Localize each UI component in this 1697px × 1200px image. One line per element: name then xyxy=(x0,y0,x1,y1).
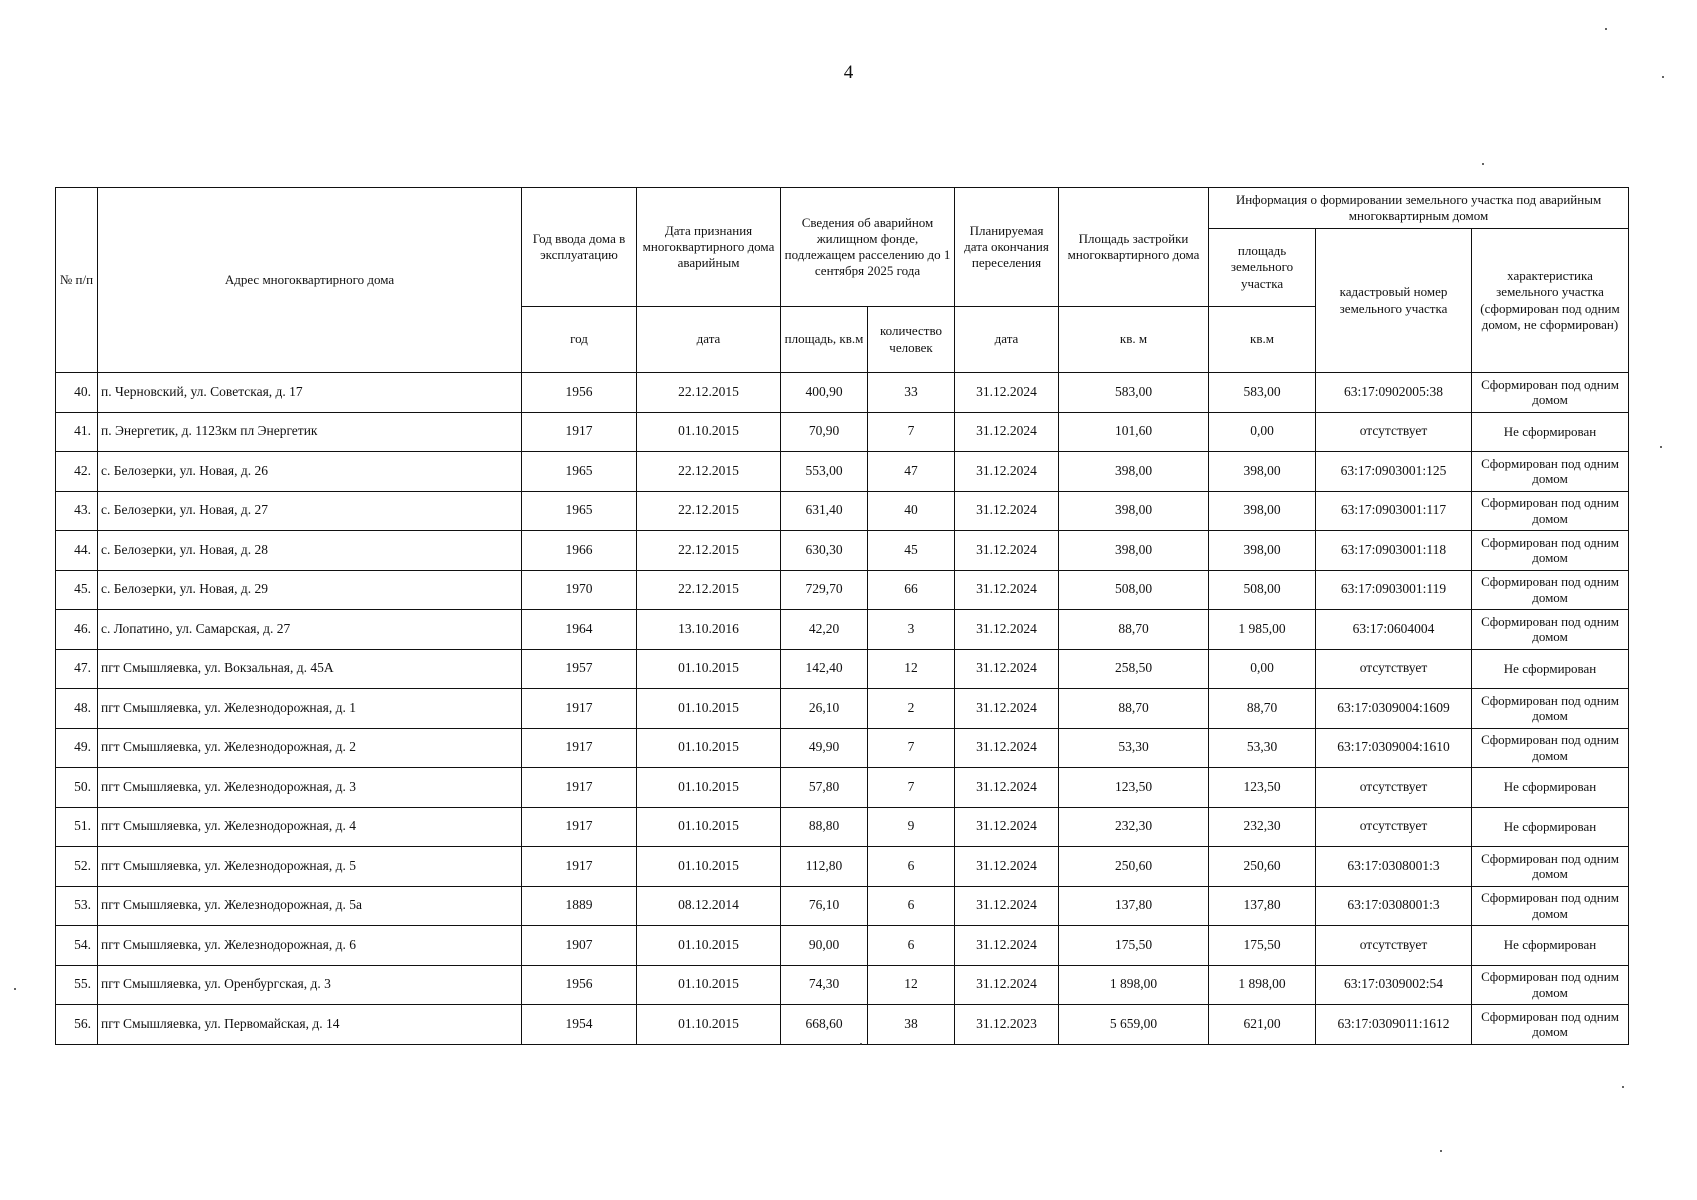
row-address: пгт Смышляевка, ул. Железнодорожная, д. 4 xyxy=(98,807,522,847)
row-resettlement-date: 31.12.2024 xyxy=(955,649,1059,689)
table-row xyxy=(56,807,1629,847)
row-resettlement-date: 31.12.2024 xyxy=(955,452,1059,492)
header-emergency-info: Сведения об аварийном жилищном фонде, подлежащем расселению до 1 сентября 2025 года xyxy=(781,188,955,307)
row-land-characteristic: Сформирован под одним домом xyxy=(1472,965,1629,1005)
row-area: 142,40 xyxy=(781,649,868,689)
header-building-area: Площадь застройки многоквартирного дома xyxy=(1059,188,1209,307)
row-land-characteristic: Не сформирован xyxy=(1472,412,1629,452)
row-number: 54. xyxy=(56,926,98,966)
row-people: 12 xyxy=(868,965,955,1005)
unit-building-area: кв. м xyxy=(1059,307,1209,373)
table-row xyxy=(56,1005,1629,1045)
row-area: 57,80 xyxy=(781,768,868,808)
row-land-area: 123,50 xyxy=(1209,768,1316,808)
table-row xyxy=(56,926,1629,966)
row-area: 90,00 xyxy=(781,926,868,966)
row-year: 1889 xyxy=(522,886,637,926)
row-building-area: 88,70 xyxy=(1059,610,1209,650)
row-people: 47 xyxy=(868,452,955,492)
row-number: 40. xyxy=(56,373,98,413)
row-year: 1917 xyxy=(522,689,637,729)
row-address: с. Белозерки, ул. Новая, д. 28 xyxy=(98,531,522,571)
row-land-characteristic: Сформирован под одним домом xyxy=(1472,1005,1629,1045)
row-cadastral-number: 63:17:0309004:1609 xyxy=(1316,689,1472,729)
table-header xyxy=(56,188,1629,373)
row-cadastral-number: отсутствует xyxy=(1316,768,1472,808)
header-resettlement-date: Планируемая дата окончания переселения xyxy=(955,188,1059,307)
row-land-characteristic: Сформирован под одним домом xyxy=(1472,531,1629,571)
row-number: 47. xyxy=(56,649,98,689)
row-people: 9 xyxy=(868,807,955,847)
row-people: 3 xyxy=(868,610,955,650)
row-address: с. Белозерки, ул. Новая, д. 27 xyxy=(98,491,522,531)
table-body xyxy=(56,373,1629,1045)
header-cadastral: кадастровый номер земельного участка xyxy=(1316,229,1472,373)
row-address: с. Белозерки, ул. Новая, д. 26 xyxy=(98,452,522,492)
row-land-area: 583,00 xyxy=(1209,373,1316,413)
row-cadastral-number: 63:17:0309002:54 xyxy=(1316,965,1472,1005)
row-resettlement-date: 31.12.2024 xyxy=(955,373,1059,413)
table-row xyxy=(56,847,1629,887)
row-number: 48. xyxy=(56,689,98,729)
row-people: 7 xyxy=(868,412,955,452)
row-area: 42,20 xyxy=(781,610,868,650)
row-recognition-date: 13.10.2016 xyxy=(637,610,781,650)
row-building-area: 250,60 xyxy=(1059,847,1209,887)
row-recognition-date: 22.12.2015 xyxy=(637,570,781,610)
header-year: Год ввода дома в эксплуатацию xyxy=(522,188,637,307)
row-number: 42. xyxy=(56,452,98,492)
row-land-area: 175,50 xyxy=(1209,926,1316,966)
table-row xyxy=(56,965,1629,1005)
row-land-area: 53,30 xyxy=(1209,728,1316,768)
row-address: пгт Смышляевка, ул. Железнодорожная, д. 3 xyxy=(98,768,522,808)
row-address: пгт Смышляевка, ул. Железнодорожная, д. 5 xyxy=(98,847,522,887)
row-resettlement-date: 31.12.2024 xyxy=(955,689,1059,729)
row-recognition-date: 01.10.2015 xyxy=(637,926,781,966)
row-people: 6 xyxy=(868,847,955,887)
table-row xyxy=(56,452,1629,492)
row-area: 74,30 xyxy=(781,965,868,1005)
page-number: 4 xyxy=(843,62,854,83)
row-building-area: 508,00 xyxy=(1059,570,1209,610)
header-land-info: Информация о формировании земельного участка под аварийным многоквартирным домом xyxy=(1209,188,1629,229)
row-address: п. Черновский, ул. Советская, д. 17 xyxy=(98,373,522,413)
row-land-characteristic: Не сформирован xyxy=(1472,649,1629,689)
header-recognition-date: Дата признания многоквартирного дома аварийным xyxy=(637,188,781,307)
row-resettlement-date: 31.12.2024 xyxy=(955,926,1059,966)
table-row xyxy=(56,491,1629,531)
row-cadastral-number: 63:17:0604004 xyxy=(1316,610,1472,650)
row-people: 12 xyxy=(868,649,955,689)
row-land-characteristic: Сформирован под одним домом xyxy=(1472,570,1629,610)
row-cadastral-number: 63:17:0309011:1612 xyxy=(1316,1005,1472,1045)
row-resettlement-date: 31.12.2024 xyxy=(955,886,1059,926)
row-land-characteristic: Сформирован под одним домом xyxy=(1472,373,1629,413)
row-cadastral-number: 63:17:0309004:1610 xyxy=(1316,728,1472,768)
row-address: пгт Смышляевка, ул. Железнодорожная, д. 1 xyxy=(98,689,522,729)
header-num: № п/п xyxy=(56,188,98,373)
row-area: 729,70 xyxy=(781,570,868,610)
row-recognition-date: 01.10.2015 xyxy=(637,1005,781,1045)
row-resettlement-date: 31.12.2023 xyxy=(955,1005,1059,1045)
row-building-area: 258,50 xyxy=(1059,649,1209,689)
row-number: 55. xyxy=(56,965,98,1005)
row-land-characteristic: Сформирован под одним домом xyxy=(1472,610,1629,650)
row-recognition-date: 01.10.2015 xyxy=(637,649,781,689)
unit-area: площадь, кв.м xyxy=(781,307,868,373)
row-resettlement-date: 31.12.2024 xyxy=(955,570,1059,610)
row-land-characteristic: Сформирован под одним домом xyxy=(1472,886,1629,926)
row-land-characteristic: Сформирован под одним домом xyxy=(1472,689,1629,729)
row-land-area: 621,00 xyxy=(1209,1005,1316,1045)
row-year: 1965 xyxy=(522,491,637,531)
row-land-characteristic: Не сформирован xyxy=(1472,768,1629,808)
row-building-area: 398,00 xyxy=(1059,491,1209,531)
row-building-area: 232,30 xyxy=(1059,807,1209,847)
row-land-characteristic: Не сформирован xyxy=(1472,926,1629,966)
row-number: 56. xyxy=(56,1005,98,1045)
row-land-area: 398,00 xyxy=(1209,531,1316,571)
row-resettlement-date: 31.12.2024 xyxy=(955,531,1059,571)
row-number: 43. xyxy=(56,491,98,531)
row-year: 1956 xyxy=(522,373,637,413)
table-row xyxy=(56,689,1629,729)
row-cadastral-number: 63:17:0903001:118 xyxy=(1316,531,1472,571)
row-people: 7 xyxy=(868,728,955,768)
row-land-characteristic: Не сформирован xyxy=(1472,807,1629,847)
row-recognition-date: 01.10.2015 xyxy=(637,728,781,768)
row-building-area: 398,00 xyxy=(1059,452,1209,492)
row-building-area: 5 659,00 xyxy=(1059,1005,1209,1045)
row-year: 1964 xyxy=(522,610,637,650)
row-number: 45. xyxy=(56,570,98,610)
row-area: 631,40 xyxy=(781,491,868,531)
row-resettlement-date: 31.12.2024 xyxy=(955,610,1059,650)
row-building-area: 137,80 xyxy=(1059,886,1209,926)
row-people: 38 xyxy=(868,1005,955,1045)
row-recognition-date: 01.10.2015 xyxy=(637,412,781,452)
row-land-area: 508,00 xyxy=(1209,570,1316,610)
row-building-area: 101,60 xyxy=(1059,412,1209,452)
row-number: 49. xyxy=(56,728,98,768)
row-number: 52. xyxy=(56,847,98,887)
row-cadastral-number: отсутствует xyxy=(1316,649,1472,689)
unit-land-area: кв.м xyxy=(1209,307,1316,373)
row-recognition-date: 01.10.2015 xyxy=(637,807,781,847)
table-row xyxy=(56,570,1629,610)
unit-people: количество человек xyxy=(868,307,955,373)
row-resettlement-date: 31.12.2024 xyxy=(955,491,1059,531)
row-address: пгт Смышляевка, ул. Первомайская, д. 14 xyxy=(98,1005,522,1045)
row-land-area: 1 898,00 xyxy=(1209,965,1316,1005)
row-area: 49,90 xyxy=(781,728,868,768)
row-cadastral-number: отсутствует xyxy=(1316,807,1472,847)
row-area: 668,60 xyxy=(781,1005,868,1045)
row-year: 1917 xyxy=(522,412,637,452)
row-cadastral-number: 63:17:0903001:125 xyxy=(1316,452,1472,492)
row-recognition-date: 01.10.2015 xyxy=(637,965,781,1005)
row-cadastral-number: отсутствует xyxy=(1316,412,1472,452)
table-row xyxy=(56,531,1629,571)
row-resettlement-date: 31.12.2024 xyxy=(955,807,1059,847)
row-address: пгт Смышляевка, ул. Железнодорожная, д. 6 xyxy=(98,926,522,966)
unit-recognition-date: дата xyxy=(637,307,781,373)
row-land-area: 398,00 xyxy=(1209,452,1316,492)
row-people: 7 xyxy=(868,768,955,808)
table-row xyxy=(56,768,1629,808)
row-year: 1957 xyxy=(522,649,637,689)
unit-resettlement-date: дата xyxy=(955,307,1059,373)
row-number: 53. xyxy=(56,886,98,926)
row-cadastral-number: 63:17:0902005:38 xyxy=(1316,373,1472,413)
row-recognition-date: 22.12.2015 xyxy=(637,531,781,571)
row-recognition-date: 01.10.2015 xyxy=(637,768,781,808)
row-recognition-date: 22.12.2015 xyxy=(637,491,781,531)
row-area: 70,90 xyxy=(781,412,868,452)
row-people: 2 xyxy=(868,689,955,729)
row-people: 6 xyxy=(868,886,955,926)
row-recognition-date: 22.12.2015 xyxy=(637,373,781,413)
row-people: 45 xyxy=(868,531,955,571)
row-year: 1966 xyxy=(522,531,637,571)
row-building-area: 123,50 xyxy=(1059,768,1209,808)
row-number: 46. xyxy=(56,610,98,650)
row-resettlement-date: 31.12.2024 xyxy=(955,847,1059,887)
row-building-area: 53,30 xyxy=(1059,728,1209,768)
row-number: 51. xyxy=(56,807,98,847)
row-cadastral-number: 63:17:0903001:119 xyxy=(1316,570,1472,610)
header-land-characteristic: характеристика земельного участка (сформирован под одним домом, не сформирован) xyxy=(1472,229,1629,373)
row-recognition-date: 22.12.2015 xyxy=(637,452,781,492)
row-year: 1970 xyxy=(522,570,637,610)
row-land-area: 1 985,00 xyxy=(1209,610,1316,650)
row-year: 1956 xyxy=(522,965,637,1005)
row-year: 1965 xyxy=(522,452,637,492)
row-land-characteristic: Сформирован под одним домом xyxy=(1472,452,1629,492)
table-row xyxy=(56,649,1629,689)
table-row xyxy=(56,728,1629,768)
row-people: 6 xyxy=(868,926,955,966)
header-address: Адрес многоквартирного дома xyxy=(98,188,522,373)
row-land-area: 137,80 xyxy=(1209,886,1316,926)
row-area: 76,10 xyxy=(781,886,868,926)
row-address: пгт Смышляевка, ул. Железнодорожная, д. 2 xyxy=(98,728,522,768)
row-resettlement-date: 31.12.2024 xyxy=(955,768,1059,808)
row-land-area: 232,30 xyxy=(1209,807,1316,847)
row-area: 26,10 xyxy=(781,689,868,729)
row-cadastral-number: 63:17:0903001:117 xyxy=(1316,491,1472,531)
row-year: 1917 xyxy=(522,768,637,808)
header-land-area: площадь земельного участка xyxy=(1209,229,1316,307)
row-resettlement-date: 31.12.2024 xyxy=(955,965,1059,1005)
emergency-housing-table xyxy=(55,187,1629,1045)
row-area: 400,90 xyxy=(781,373,868,413)
table-row xyxy=(56,373,1629,413)
row-resettlement-date: 31.12.2024 xyxy=(955,728,1059,768)
row-building-area: 583,00 xyxy=(1059,373,1209,413)
row-address: п. Энергетик, д. 1123км пл Энергетик xyxy=(98,412,522,452)
row-land-area: 0,00 xyxy=(1209,412,1316,452)
row-land-characteristic: Сформирован под одним домом xyxy=(1472,491,1629,531)
row-building-area: 88,70 xyxy=(1059,689,1209,729)
row-address: пгт Смышляевка, ул. Оренбургская, д. 3 xyxy=(98,965,522,1005)
row-year: 1954 xyxy=(522,1005,637,1045)
row-resettlement-date: 31.12.2024 xyxy=(955,412,1059,452)
row-cadastral-number: 63:17:0308001:3 xyxy=(1316,886,1472,926)
row-year: 1917 xyxy=(522,847,637,887)
row-number: 44. xyxy=(56,531,98,571)
row-address: с. Белозерки, ул. Новая, д. 29 xyxy=(98,570,522,610)
row-address: с. Лопатино, ул. Самарская, д. 27 xyxy=(98,610,522,650)
row-year: 1907 xyxy=(522,926,637,966)
emergency-housing-table-container xyxy=(55,187,1628,1045)
row-land-area: 0,00 xyxy=(1209,649,1316,689)
row-recognition-date: 01.10.2015 xyxy=(637,689,781,729)
row-land-area: 250,60 xyxy=(1209,847,1316,887)
table-row xyxy=(56,886,1629,926)
row-address: пгт Смышляевка, ул. Вокзальная, д. 45А xyxy=(98,649,522,689)
row-number: 50. xyxy=(56,768,98,808)
row-number: 41. xyxy=(56,412,98,452)
row-cadastral-number: отсутствует xyxy=(1316,926,1472,966)
row-area: 630,30 xyxy=(781,531,868,571)
table-row xyxy=(56,412,1629,452)
unit-year: год xyxy=(522,307,637,373)
table-row xyxy=(56,610,1629,650)
row-address: пгт Смышляевка, ул. Железнодорожная, д. 5а xyxy=(98,886,522,926)
row-land-characteristic: Сформирован под одним домом xyxy=(1472,728,1629,768)
row-people: 40 xyxy=(868,491,955,531)
row-area: 88,80 xyxy=(781,807,868,847)
row-area: 553,00 xyxy=(781,452,868,492)
row-building-area: 175,50 xyxy=(1059,926,1209,966)
row-year: 1917 xyxy=(522,807,637,847)
row-land-area: 398,00 xyxy=(1209,491,1316,531)
row-building-area: 398,00 xyxy=(1059,531,1209,571)
row-people: 66 xyxy=(868,570,955,610)
row-year: 1917 xyxy=(522,728,637,768)
row-cadastral-number: 63:17:0308001:3 xyxy=(1316,847,1472,887)
row-land-area: 88,70 xyxy=(1209,689,1316,729)
row-recognition-date: 01.10.2015 xyxy=(637,847,781,887)
row-recognition-date: 08.12.2014 xyxy=(637,886,781,926)
row-land-characteristic: Сформирован под одним домом xyxy=(1472,847,1629,887)
row-people: 33 xyxy=(868,373,955,413)
row-area: 112,80 xyxy=(781,847,868,887)
row-building-area: 1 898,00 xyxy=(1059,965,1209,1005)
